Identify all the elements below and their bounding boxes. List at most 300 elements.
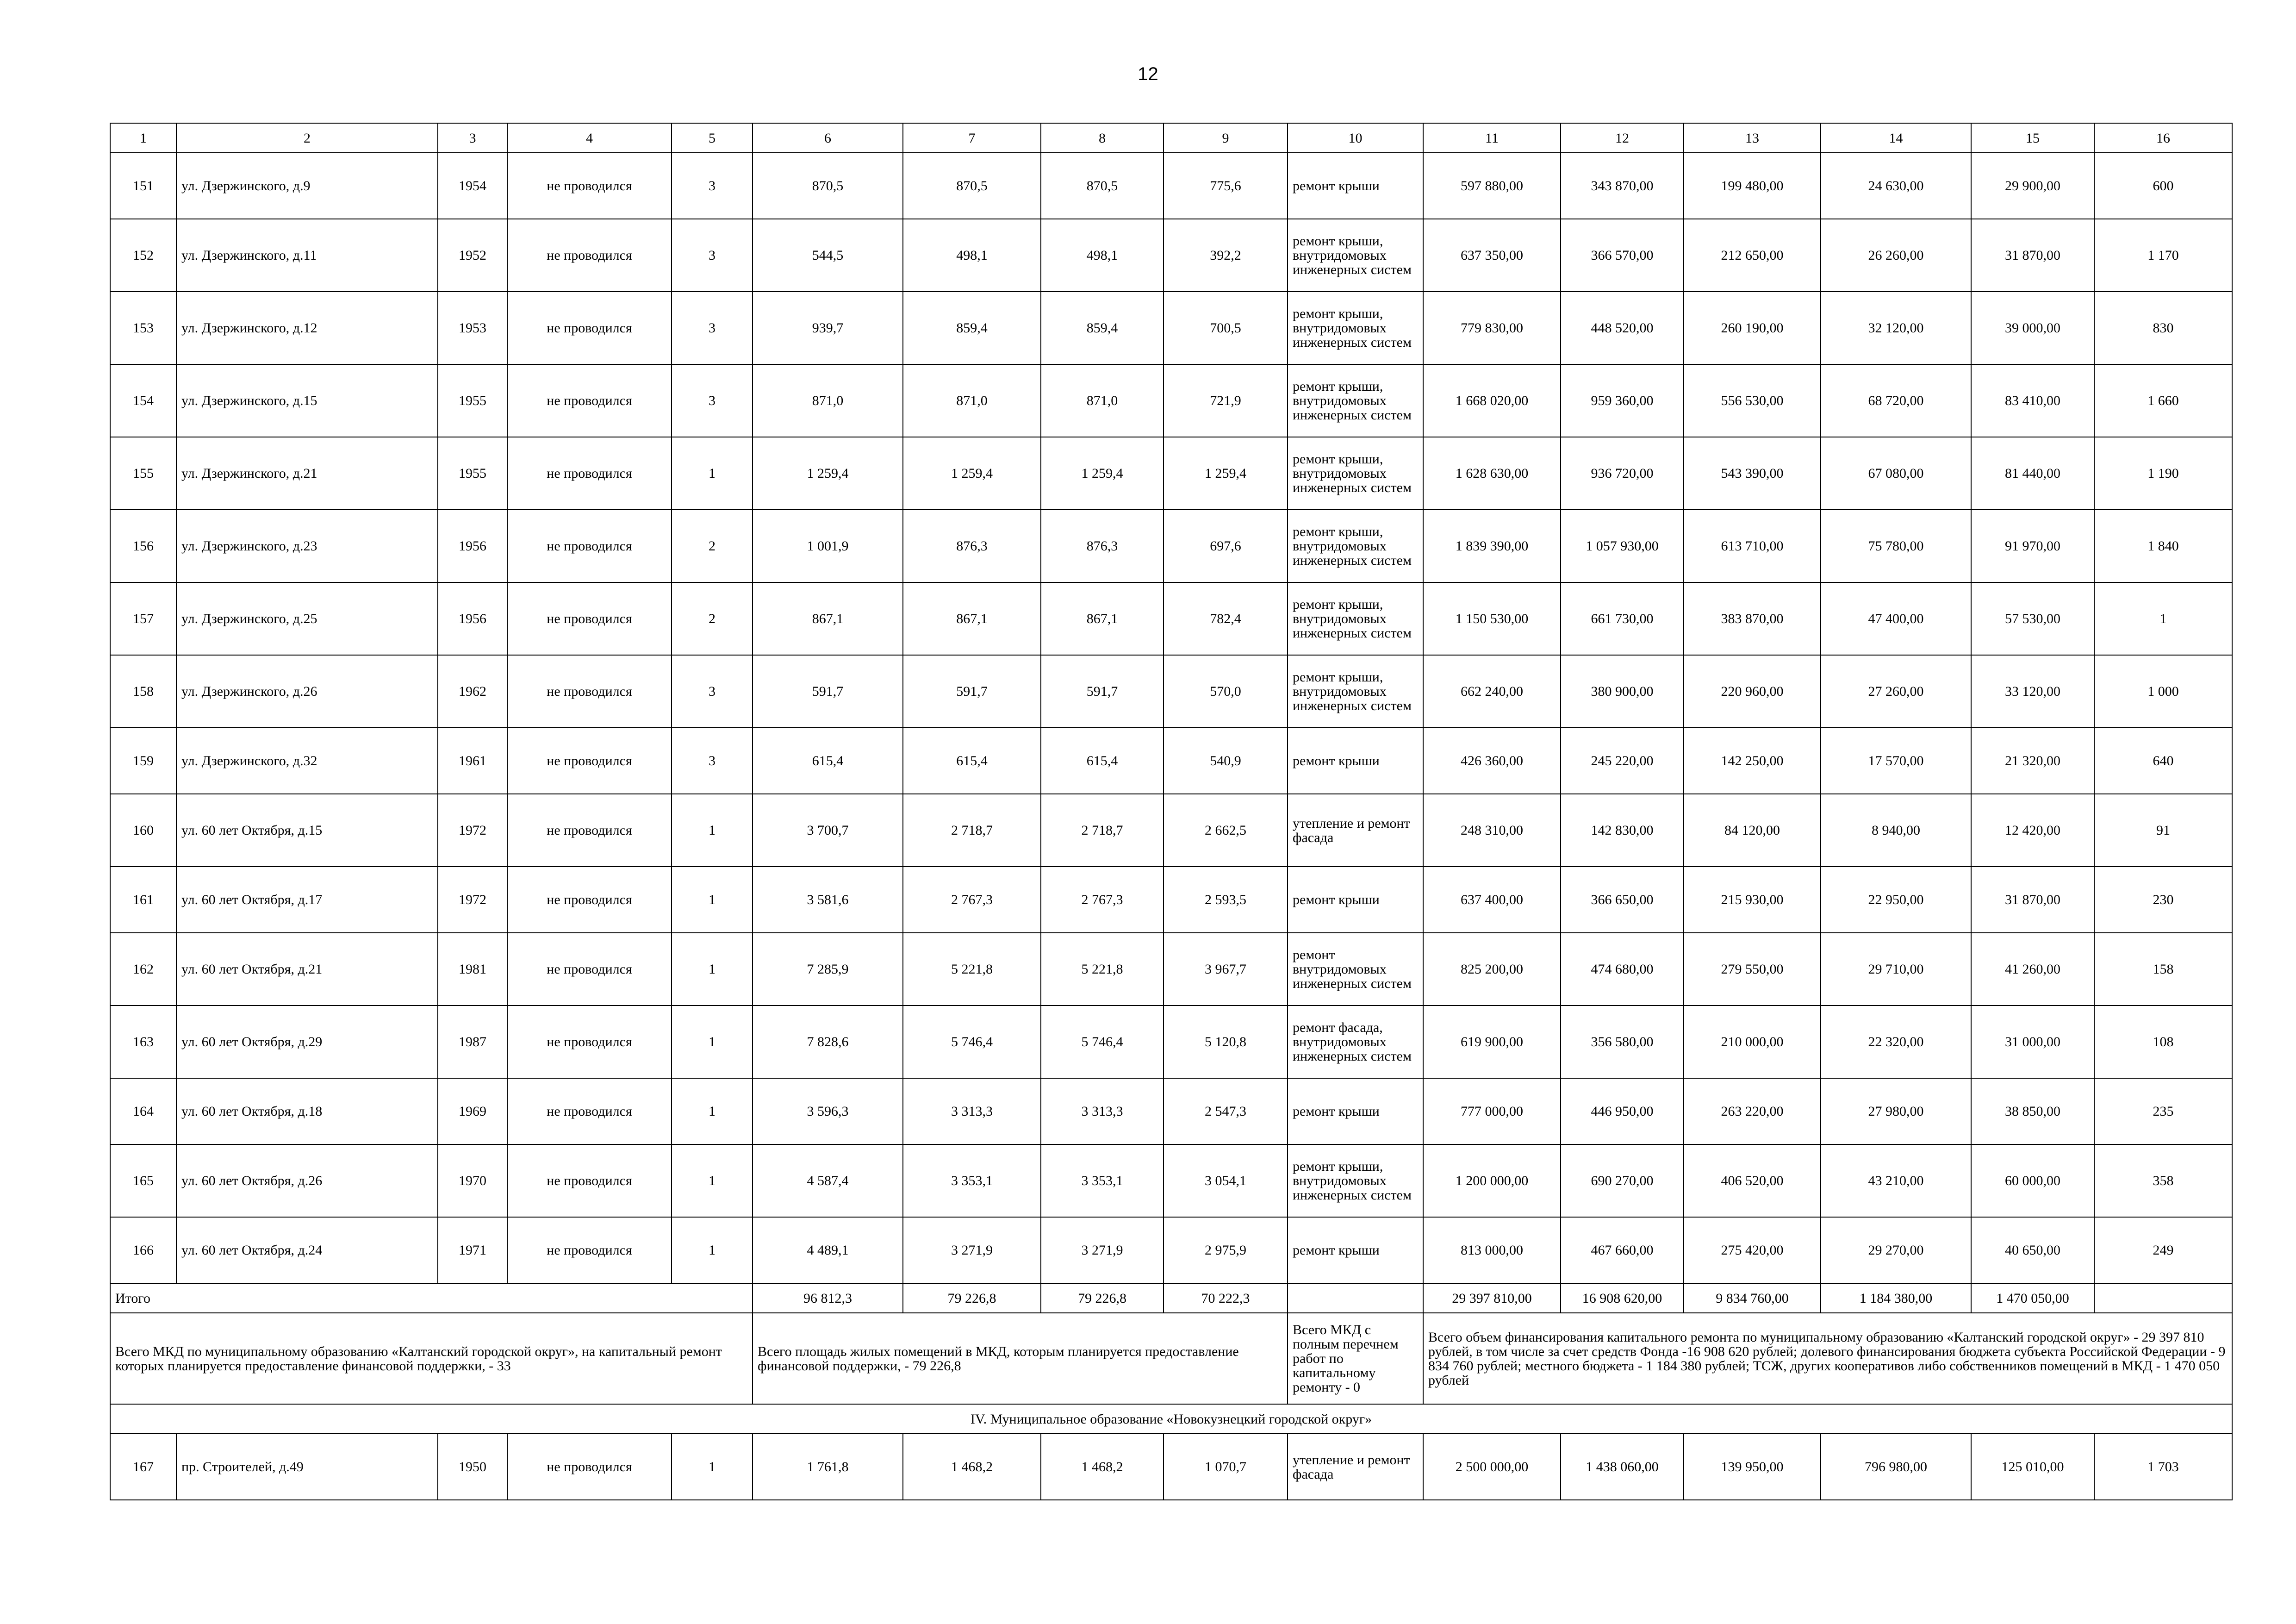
table-cell: 690 270,00 bbox=[1561, 1144, 1684, 1217]
address-cell: ул. Дзержинского, д.25 bbox=[176, 582, 438, 655]
column-header: 5 bbox=[672, 123, 753, 153]
table-cell: 31 870,00 bbox=[1971, 219, 2094, 292]
table-cell: 3 353,1 bbox=[1041, 1144, 1164, 1217]
table-cell: 1 703 bbox=[2094, 1434, 2232, 1500]
table-cell: 1 bbox=[672, 933, 753, 1006]
table-cell: 544,5 bbox=[753, 219, 903, 292]
table-cell: 870,5 bbox=[903, 153, 1041, 219]
table-cell: 1 bbox=[672, 1078, 753, 1144]
table-cell: 41 260,00 bbox=[1971, 933, 2094, 1006]
table-cell: 1 bbox=[672, 867, 753, 933]
address-cell: ул. 60 лет Октября, д.18 bbox=[176, 1078, 438, 1144]
work-type-cell: ремонт крыши, внутридомовых инженерных систем bbox=[1288, 510, 1423, 582]
column-header: 6 bbox=[753, 123, 903, 153]
address-cell: ул. 60 лет Октября, д.21 bbox=[176, 933, 438, 1006]
table-cell: 939,7 bbox=[753, 292, 903, 364]
table-cell: 29 270,00 bbox=[1821, 1217, 1971, 1283]
table-cell: 3 bbox=[672, 364, 753, 437]
table-cell: 1971 bbox=[438, 1217, 507, 1283]
table-cell: 1953 bbox=[438, 292, 507, 364]
column-header: 7 bbox=[903, 123, 1041, 153]
row-number: 151 bbox=[110, 153, 176, 219]
column-header: 9 bbox=[1164, 123, 1288, 153]
address-cell: ул. Дзержинского, д.15 bbox=[176, 364, 438, 437]
table-cell: 597 880,00 bbox=[1423, 153, 1561, 219]
table-cell: 260 190,00 bbox=[1684, 292, 1821, 364]
column-header: 2 bbox=[176, 123, 438, 153]
address-cell: ул. 60 лет Октября, д.17 bbox=[176, 867, 438, 933]
capital-repair-table bbox=[110, 123, 2233, 1500]
table-cell: 2 767,3 bbox=[903, 867, 1041, 933]
row-number: 167 bbox=[110, 1434, 176, 1500]
column-header: 12 bbox=[1561, 123, 1684, 153]
address-cell: ул. Дзержинского, д.11 bbox=[176, 219, 438, 292]
table-cell: 448 520,00 bbox=[1561, 292, 1684, 364]
table-cell: 1 839 390,00 bbox=[1423, 510, 1561, 582]
table-cell: 615,4 bbox=[753, 728, 903, 794]
address-cell: ул. Дзержинского, д.9 bbox=[176, 153, 438, 219]
table-cell: 600 bbox=[2094, 153, 2232, 219]
table-cell: 1 070,7 bbox=[1164, 1434, 1288, 1500]
table-cell: 779 830,00 bbox=[1423, 292, 1561, 364]
row-number: 166 bbox=[110, 1217, 176, 1283]
table-cell: 1970 bbox=[438, 1144, 507, 1217]
table-cell: 871,0 bbox=[903, 364, 1041, 437]
table-cell: 570,0 bbox=[1164, 655, 1288, 728]
column-header: 4 bbox=[507, 123, 672, 153]
table-cell: не проводился bbox=[507, 437, 672, 510]
table-cell: 870,5 bbox=[1041, 153, 1164, 219]
table-cell: 1 668 020,00 bbox=[1423, 364, 1561, 437]
table-cell: 1 259,4 bbox=[753, 437, 903, 510]
table-cell: 5 746,4 bbox=[1041, 1006, 1164, 1078]
table-cell: 1 628 630,00 bbox=[1423, 437, 1561, 510]
table-cell: 959 360,00 bbox=[1561, 364, 1684, 437]
row-number: 157 bbox=[110, 582, 176, 655]
table-row bbox=[110, 794, 2232, 867]
table-cell: не проводился bbox=[507, 1217, 672, 1283]
column-header: 8 bbox=[1041, 123, 1164, 153]
total-cell: 9 834 760,00 bbox=[1684, 1283, 1821, 1313]
total-cell-empty bbox=[2094, 1283, 2232, 1313]
column-header: 1 bbox=[110, 123, 176, 153]
table-cell: 1 660 bbox=[2094, 364, 2232, 437]
table-cell: 27 980,00 bbox=[1821, 1078, 1971, 1144]
table-cell: не проводился bbox=[507, 1434, 672, 1500]
table-cell: 591,7 bbox=[903, 655, 1041, 728]
table-row bbox=[110, 292, 2232, 364]
table-row bbox=[110, 728, 2232, 794]
table-cell: 67 080,00 bbox=[1821, 437, 1971, 510]
table-cell: 5 221,8 bbox=[1041, 933, 1164, 1006]
table-cell: 1 468,2 bbox=[903, 1434, 1041, 1500]
table-cell: 446 950,00 bbox=[1561, 1078, 1684, 1144]
table-cell: 796 980,00 bbox=[1821, 1434, 1971, 1500]
row-number: 162 bbox=[110, 933, 176, 1006]
table-cell: 22 950,00 bbox=[1821, 867, 1971, 933]
table-cell: 366 650,00 bbox=[1561, 867, 1684, 933]
table-cell: 212 650,00 bbox=[1684, 219, 1821, 292]
table-cell: 3 bbox=[672, 655, 753, 728]
table-cell: 467 660,00 bbox=[1561, 1217, 1684, 1283]
table-row bbox=[110, 1078, 2232, 1144]
table-cell: 8 940,00 bbox=[1821, 794, 1971, 867]
table-cell: 3 054,1 bbox=[1164, 1144, 1288, 1217]
work-type-cell: ремонт внутридомовых инженерных систем bbox=[1288, 933, 1423, 1006]
table-cell: 777 000,00 bbox=[1423, 1078, 1561, 1144]
table-cell: 1 bbox=[672, 1217, 753, 1283]
table-cell: 619 900,00 bbox=[1423, 1006, 1561, 1078]
work-type-cell: ремонт крыши, внутридомовых инженерных систем bbox=[1288, 364, 1423, 437]
table-cell: 1 150 530,00 bbox=[1423, 582, 1561, 655]
table-cell: 661 730,00 bbox=[1561, 582, 1684, 655]
table-cell: 27 260,00 bbox=[1821, 655, 1971, 728]
work-type-cell: ремонт крыши, внутридомовых инженерных систем bbox=[1288, 437, 1423, 510]
work-type-cell: ремонт крыши bbox=[1288, 867, 1423, 933]
table-cell: 871,0 bbox=[753, 364, 903, 437]
table-cell: 24 630,00 bbox=[1821, 153, 1971, 219]
table-cell: 637 400,00 bbox=[1423, 867, 1561, 933]
table-cell: 1 190 bbox=[2094, 437, 2232, 510]
table-cell: 33 120,00 bbox=[1971, 655, 2094, 728]
table-cell: 68 720,00 bbox=[1821, 364, 1971, 437]
work-type-cell: ремонт крыши, внутридомовых инженерных систем bbox=[1288, 1144, 1423, 1217]
table-cell: 1952 bbox=[438, 219, 507, 292]
table-cell: 406 520,00 bbox=[1684, 1144, 1821, 1217]
table-cell: 1955 bbox=[438, 437, 507, 510]
table-cell: 426 360,00 bbox=[1423, 728, 1561, 794]
table-cell: 2 975,9 bbox=[1164, 1217, 1288, 1283]
table-cell: 474 680,00 bbox=[1561, 933, 1684, 1006]
work-type-cell: утепление и ремонт фасада bbox=[1288, 1434, 1423, 1500]
work-type-cell: ремонт фасада, внутридомовых инженерных систем bbox=[1288, 1006, 1423, 1078]
table-cell: 3 353,1 bbox=[903, 1144, 1041, 1217]
table-cell: 2 bbox=[672, 582, 753, 655]
table-cell: 43 210,00 bbox=[1821, 1144, 1971, 1217]
row-number: 152 bbox=[110, 219, 176, 292]
table-cell: 1 bbox=[2094, 582, 2232, 655]
table-cell: 5 120,8 bbox=[1164, 1006, 1288, 1078]
table-cell: 392,2 bbox=[1164, 219, 1288, 292]
table-cell: не проводился bbox=[507, 867, 672, 933]
table-cell: 29 900,00 bbox=[1971, 153, 2094, 219]
table-cell: 210 000,00 bbox=[1684, 1006, 1821, 1078]
total-cell: 29 397 810,00 bbox=[1423, 1283, 1561, 1313]
table-cell: 142 830,00 bbox=[1561, 794, 1684, 867]
address-cell: ул. 60 лет Октября, д.29 bbox=[176, 1006, 438, 1078]
table-cell: 498,1 bbox=[903, 219, 1041, 292]
table-cell: 383 870,00 bbox=[1684, 582, 1821, 655]
table-cell: 245 220,00 bbox=[1561, 728, 1684, 794]
table-cell: 1 438 060,00 bbox=[1561, 1434, 1684, 1500]
table-row bbox=[110, 153, 2232, 219]
table-row bbox=[110, 1006, 2232, 1078]
table-cell: 3 313,3 bbox=[903, 1078, 1041, 1144]
table-cell: 3 313,3 bbox=[1041, 1078, 1164, 1144]
summary-row bbox=[110, 1313, 2232, 1404]
table-cell: 343 870,00 bbox=[1561, 153, 1684, 219]
table-cell: 32 120,00 bbox=[1821, 292, 1971, 364]
work-type-cell: ремонт крыши, внутридомовых инженерных систем bbox=[1288, 655, 1423, 728]
table-cell: 125 010,00 bbox=[1971, 1434, 2094, 1500]
table-cell: 39 000,00 bbox=[1971, 292, 2094, 364]
table-cell: 615,4 bbox=[903, 728, 1041, 794]
table-cell: 2 718,7 bbox=[903, 794, 1041, 867]
row-number: 153 bbox=[110, 292, 176, 364]
work-type-cell: ремонт крыши bbox=[1288, 1078, 1423, 1144]
table-cell: 1969 bbox=[438, 1078, 507, 1144]
address-cell: ул. 60 лет Октября, д.26 bbox=[176, 1144, 438, 1217]
row-number: 160 bbox=[110, 794, 176, 867]
table-cell: 1956 bbox=[438, 510, 507, 582]
table-cell: 358 bbox=[2094, 1144, 2232, 1217]
address-cell: ул. 60 лет Октября, д.15 bbox=[176, 794, 438, 867]
table-cell: 60 000,00 bbox=[1971, 1144, 2094, 1217]
table-cell: 1 840 bbox=[2094, 510, 2232, 582]
table-cell: 142 250,00 bbox=[1684, 728, 1821, 794]
table-cell: не проводился bbox=[507, 794, 672, 867]
address-cell: ул. Дзержинского, д.32 bbox=[176, 728, 438, 794]
table-cell: 1 bbox=[672, 1144, 753, 1217]
page-number: 12 bbox=[1138, 64, 1158, 84]
total-row bbox=[110, 1283, 2232, 1313]
table-cell: 31 000,00 bbox=[1971, 1006, 2094, 1078]
column-header: 3 bbox=[438, 123, 507, 153]
table-cell: 4 489,1 bbox=[753, 1217, 903, 1283]
total-cell: 79 226,8 bbox=[903, 1283, 1041, 1313]
table-cell: 1 bbox=[672, 794, 753, 867]
table-cell: 17 570,00 bbox=[1821, 728, 1971, 794]
table-cell: 4 587,4 bbox=[753, 1144, 903, 1217]
table-cell: не проводился bbox=[507, 153, 672, 219]
work-type-cell: ремонт крыши bbox=[1288, 1217, 1423, 1283]
section-title: IV. Муниципальное образование «Новокузнецкий городской округ» bbox=[110, 1404, 2232, 1434]
table-cell: 498,1 bbox=[1041, 219, 1164, 292]
work-type-cell: ремонт крыши, внутридомовых инженерных систем bbox=[1288, 219, 1423, 292]
row-number: 164 bbox=[110, 1078, 176, 1144]
table-cell: 75 780,00 bbox=[1821, 510, 1971, 582]
table-cell: 7 828,6 bbox=[753, 1006, 903, 1078]
address-cell: ул. Дзержинского, д.26 bbox=[176, 655, 438, 728]
table-cell: 859,4 bbox=[903, 292, 1041, 364]
table-row bbox=[110, 1144, 2232, 1217]
table-cell: 215 930,00 bbox=[1684, 867, 1821, 933]
table-cell: 81 440,00 bbox=[1971, 437, 2094, 510]
total-cell: 96 812,3 bbox=[753, 1283, 903, 1313]
table-cell: 1956 bbox=[438, 582, 507, 655]
column-number-header-row bbox=[110, 123, 2232, 153]
table-cell: 640 bbox=[2094, 728, 2232, 794]
table-cell: 220 960,00 bbox=[1684, 655, 1821, 728]
table-row bbox=[110, 364, 2232, 437]
table-cell: 158 bbox=[2094, 933, 2232, 1006]
table-cell: 825 200,00 bbox=[1423, 933, 1561, 1006]
table-cell: 356 580,00 bbox=[1561, 1006, 1684, 1078]
table-cell: 235 bbox=[2094, 1078, 2232, 1144]
table-cell: 40 650,00 bbox=[1971, 1217, 2094, 1283]
table-cell: 7 285,9 bbox=[753, 933, 903, 1006]
total-cell: 16 908 620,00 bbox=[1561, 1283, 1684, 1313]
column-header: 13 bbox=[1684, 123, 1821, 153]
summary-area: Всего площадь жилых помещений в МКД, которым планируется предоставление финансовой поддержки, - 79 226,8 bbox=[753, 1313, 1288, 1404]
table-cell: 26 260,00 bbox=[1821, 219, 1971, 292]
table-cell: 2 547,3 bbox=[1164, 1078, 1288, 1144]
table-cell: 2 593,5 bbox=[1164, 867, 1288, 933]
table-cell: не проводился bbox=[507, 510, 672, 582]
table-cell: 1 259,4 bbox=[1164, 437, 1288, 510]
table-cell: 366 570,00 bbox=[1561, 219, 1684, 292]
table-cell: 3 700,7 bbox=[753, 794, 903, 867]
address-cell: ул. 60 лет Октября, д.24 bbox=[176, 1217, 438, 1283]
column-header: 15 bbox=[1971, 123, 2094, 153]
table-cell: 91 bbox=[2094, 794, 2232, 867]
table-cell: 1 000 bbox=[2094, 655, 2232, 728]
table-cell: 139 950,00 bbox=[1684, 1434, 1821, 1500]
summary-full-list: Всего МКД с полным перечнем работ по капитальному ремонту - 0 bbox=[1288, 1313, 1423, 1404]
table-cell: 867,1 bbox=[1041, 582, 1164, 655]
row-number: 158 bbox=[110, 655, 176, 728]
table-cell: не проводился bbox=[507, 1144, 672, 1217]
table-row bbox=[110, 510, 2232, 582]
table-cell: 249 bbox=[2094, 1217, 2232, 1283]
table-cell: 2 500 000,00 bbox=[1423, 1434, 1561, 1500]
table-cell: 2 bbox=[672, 510, 753, 582]
table-cell: 2 718,7 bbox=[1041, 794, 1164, 867]
work-type-cell: ремонт крыши bbox=[1288, 728, 1423, 794]
work-type-cell: ремонт крыши bbox=[1288, 153, 1423, 219]
table-cell: 2 767,3 bbox=[1041, 867, 1164, 933]
table-cell: 540,9 bbox=[1164, 728, 1288, 794]
table-cell: 859,4 bbox=[1041, 292, 1164, 364]
table-cell: 662 240,00 bbox=[1423, 655, 1561, 728]
table-row bbox=[110, 437, 2232, 510]
address-cell: пр. Строителей, д.49 bbox=[176, 1434, 438, 1500]
table-cell: 230 bbox=[2094, 867, 2232, 933]
address-cell: ул. Дзержинского, д.12 bbox=[176, 292, 438, 364]
column-header: 16 bbox=[2094, 123, 2232, 153]
table-cell: не проводился bbox=[507, 582, 672, 655]
table-cell: не проводился bbox=[507, 292, 672, 364]
table-cell: 1 bbox=[672, 1006, 753, 1078]
table-cell: 22 320,00 bbox=[1821, 1006, 1971, 1078]
table-cell: не проводился bbox=[507, 364, 672, 437]
table-row bbox=[110, 582, 2232, 655]
table-cell: 700,5 bbox=[1164, 292, 1288, 364]
table-cell: 1 001,9 bbox=[753, 510, 903, 582]
address-cell: ул. Дзержинского, д.23 bbox=[176, 510, 438, 582]
table-cell: 29 710,00 bbox=[1821, 933, 1971, 1006]
table-cell: 3 967,7 bbox=[1164, 933, 1288, 1006]
table-cell: не проводился bbox=[507, 655, 672, 728]
table-cell: 697,6 bbox=[1164, 510, 1288, 582]
total-cell-empty bbox=[1288, 1283, 1423, 1313]
table-cell: 1 bbox=[672, 437, 753, 510]
table-cell: 1 057 930,00 bbox=[1561, 510, 1684, 582]
table-cell: 1972 bbox=[438, 794, 507, 867]
work-type-cell: ремонт крыши, внутридомовых инженерных систем bbox=[1288, 292, 1423, 364]
table-cell: 3 271,9 bbox=[903, 1217, 1041, 1283]
table-row bbox=[110, 933, 2232, 1006]
table-cell: 613 710,00 bbox=[1684, 510, 1821, 582]
table-cell: 248 310,00 bbox=[1423, 794, 1561, 867]
table-cell: 380 900,00 bbox=[1561, 655, 1684, 728]
table-cell: 870,5 bbox=[753, 153, 903, 219]
work-type-cell: утепление и ремонт фасада bbox=[1288, 794, 1423, 867]
table-cell: 1 761,8 bbox=[753, 1434, 903, 1500]
table-cell: 263 220,00 bbox=[1684, 1078, 1821, 1144]
table-row bbox=[110, 219, 2232, 292]
table-cell: 867,1 bbox=[753, 582, 903, 655]
summary-count: Всего МКД по муниципальному образованию «Калтанский городской округ», на капитальный ремонт которых планируется предоставление финансовой поддержки, - 33 bbox=[110, 1313, 753, 1404]
total-cell: 79 226,8 bbox=[1041, 1283, 1164, 1313]
table-cell: 3 bbox=[672, 292, 753, 364]
table-cell: 1987 bbox=[438, 1006, 507, 1078]
table-cell: 543 390,00 bbox=[1684, 437, 1821, 510]
summary-financing: Всего объем финансирования капитального ремонта по муниципальному образованию «Калтанский городской округ» - 29 397 810 рублей, в том числе за счет средств Фонда -16 908 620 рублей; долевого финансирования бюджета субъекта Российской Федерации - 9 834 760 рублей; местного бюджета - 1 184 380 рублей; ТСЖ, других кооперативов либо собственников помещений в МКД - 1 470 050 рублей bbox=[1423, 1313, 2232, 1404]
column-header: 10 bbox=[1288, 123, 1423, 153]
table-cell: 3 596,3 bbox=[753, 1078, 903, 1144]
table-cell: 38 850,00 bbox=[1971, 1078, 2094, 1144]
table-cell: 1 259,4 bbox=[903, 437, 1041, 510]
table-cell: 591,7 bbox=[753, 655, 903, 728]
table-cell: не проводился bbox=[507, 728, 672, 794]
table-cell: 3 581,6 bbox=[753, 867, 903, 933]
table-cell: 1 259,4 bbox=[1041, 437, 1164, 510]
table-cell: 782,4 bbox=[1164, 582, 1288, 655]
table-cell: 3 bbox=[672, 219, 753, 292]
row-number: 159 bbox=[110, 728, 176, 794]
table-cell: 5 746,4 bbox=[903, 1006, 1041, 1078]
table-cell: 871,0 bbox=[1041, 364, 1164, 437]
table-cell: 91 970,00 bbox=[1971, 510, 2094, 582]
table-cell: 12 420,00 bbox=[1971, 794, 2094, 867]
table-cell: 275 420,00 bbox=[1684, 1217, 1821, 1283]
table-cell: 1972 bbox=[438, 867, 507, 933]
table-cell: 3 271,9 bbox=[1041, 1217, 1164, 1283]
table-cell: 591,7 bbox=[1041, 655, 1164, 728]
table-cell: 199 480,00 bbox=[1684, 153, 1821, 219]
table-cell: 721,9 bbox=[1164, 364, 1288, 437]
total-label: Итого bbox=[110, 1283, 753, 1313]
column-header: 14 bbox=[1821, 123, 1971, 153]
table-row bbox=[110, 867, 2232, 933]
table-cell: 31 870,00 bbox=[1971, 867, 2094, 933]
table-cell: 47 400,00 bbox=[1821, 582, 1971, 655]
table-cell: 57 530,00 bbox=[1971, 582, 2094, 655]
column-header: 11 bbox=[1423, 123, 1561, 153]
row-number: 161 bbox=[110, 867, 176, 933]
table-cell: 1 170 bbox=[2094, 219, 2232, 292]
table-cell: 1 200 000,00 bbox=[1423, 1144, 1561, 1217]
table-cell: 556 530,00 bbox=[1684, 364, 1821, 437]
total-cell: 1 184 380,00 bbox=[1821, 1283, 1971, 1313]
section-row bbox=[110, 1404, 2232, 1434]
table-cell: 5 221,8 bbox=[903, 933, 1041, 1006]
table-cell: 1961 bbox=[438, 728, 507, 794]
table-row bbox=[110, 655, 2232, 728]
table-cell: 1950 bbox=[438, 1434, 507, 1500]
table-cell: не проводился bbox=[507, 219, 672, 292]
row-number: 155 bbox=[110, 437, 176, 510]
table-cell: 1981 bbox=[438, 933, 507, 1006]
table-cell: 84 120,00 bbox=[1684, 794, 1821, 867]
table-cell: 2 662,5 bbox=[1164, 794, 1288, 867]
row-number: 154 bbox=[110, 364, 176, 437]
table-cell: не проводился bbox=[507, 1006, 672, 1078]
table-cell: 876,3 bbox=[903, 510, 1041, 582]
table-cell: 830 bbox=[2094, 292, 2232, 364]
total-cell: 70 222,3 bbox=[1164, 1283, 1288, 1313]
